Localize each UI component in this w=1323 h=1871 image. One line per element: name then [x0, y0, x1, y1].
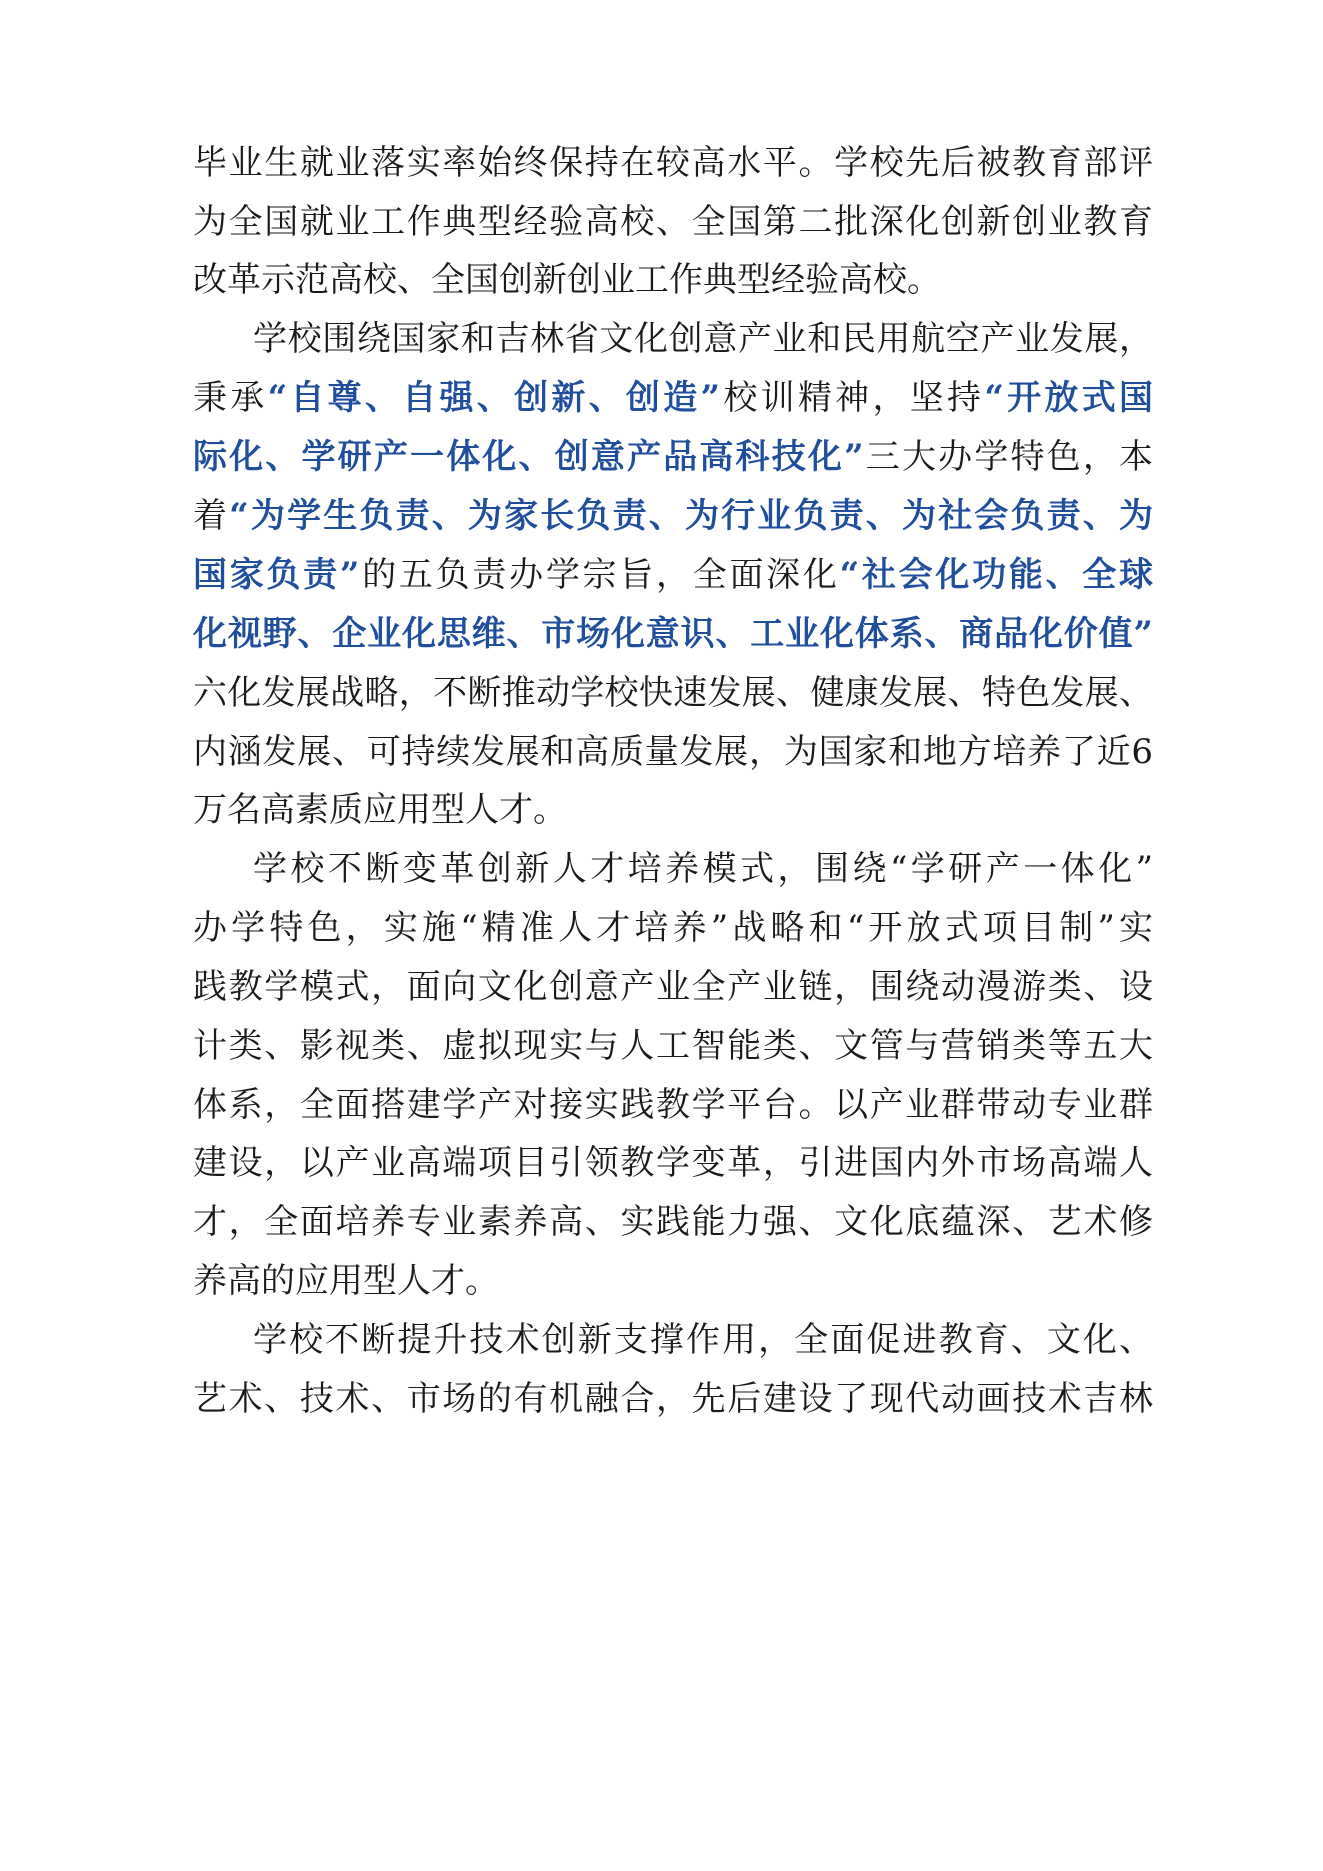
text-segment: 办学特色，实施“精准人才培养”战略和“开放式项目制”实	[193, 908, 1153, 948]
text-segment: 秉承	[193, 378, 268, 418]
text-segment: 六化发展战略，不断推动学校快速发展、健康发展、特色发展、	[193, 673, 1153, 713]
text-segment: 计类、影视类、虚拟现实与人工智能类、文管与营销类等五大	[193, 1026, 1153, 1066]
text-segment: 校训精神，坚持	[720, 378, 985, 418]
text-line-10	[193, 663, 1153, 723]
text-segment: 毕业生就业落实率始终保持在较高水平。学校先后被教育部评	[193, 143, 1153, 183]
text-line-5	[193, 368, 1153, 428]
text-segment: 学校不断提升技术创新支撑作用，全面促进教育、文化、	[253, 1320, 1153, 1360]
text-line-8	[193, 545, 1153, 605]
text-segment: 体系，全面搭建学产对接实践教学平台。以产业群带动专业群	[193, 1085, 1153, 1125]
text-segment: 艺术、技术、市场的有机融合，先后建设了现代动画技术吉林	[193, 1379, 1153, 1419]
highlight-strategy: 化视野、企业化思维、市场化意识、工业化体系、商品化价值”	[193, 614, 1153, 654]
text-segment: 着	[193, 496, 230, 536]
text-segment: 学校不断变革创新人才培养模式，围绕“学研产一体化”	[253, 849, 1153, 889]
text-line-17	[193, 1075, 1153, 1135]
text-segment: 才，全面培养专业素养高、实践能力强、文化底蕴深、艺术修	[193, 1202, 1153, 1242]
text-line-12	[193, 780, 1153, 840]
highlight-features: “开放式国	[984, 378, 1153, 418]
text-line-6	[193, 427, 1153, 487]
text-line-9	[193, 604, 1153, 664]
text-line-22	[193, 1369, 1153, 1429]
text-line-20	[193, 1251, 1153, 1311]
text-segment: 养高的应用型人才。	[193, 1261, 499, 1301]
text-segment: 为全国就业工作典型经验高校、全国第二批深化创新创业教育	[193, 202, 1153, 242]
text-segment: 内涵发展、可持续发展和高质量发展，为国家和地方培养了近6	[193, 732, 1153, 772]
text-line-1	[193, 133, 1153, 193]
text-line-2	[193, 192, 1153, 252]
text-line-15	[193, 957, 1153, 1017]
text-segment: 的五负责办学宗旨，全面深化	[359, 555, 840, 595]
text-line-4	[253, 309, 1153, 369]
text-segment: 学校围绕国家和吉林省文化创意产业和民用航空产业发展，	[253, 319, 1153, 359]
text-segment: 建设，以产业高端项目引领教学变革，引进国内外市场高端人	[193, 1143, 1153, 1183]
text-line-3	[193, 250, 1153, 310]
highlight-strategy: “社会化功能、全球	[839, 555, 1154, 595]
text-line-13	[253, 839, 1153, 899]
text-line-19	[193, 1192, 1153, 1252]
text-line-21	[253, 1310, 1153, 1370]
text-line-7	[193, 486, 1153, 546]
text-segment: 改革示范高校、全国创新创业工作典型经验高校。	[193, 260, 941, 300]
highlight-motto: “自尊、自强、创新、创造”	[267, 378, 721, 418]
text-segment: 践教学模式，面向文化创意产业全产业链，围绕动漫游类、设	[193, 967, 1153, 1007]
text-line-18	[193, 1133, 1153, 1193]
highlight-responsibility: “为学生负责、为家长负责、为行业负责、为社会负责、为	[229, 496, 1153, 536]
text-line-16	[193, 1016, 1153, 1076]
highlight-features: 际化、学研产一体化、创意产品高科技化”	[193, 437, 864, 477]
text-segment: 三大办学特色，本	[863, 437, 1154, 477]
text-segment: 万名高素质应用型人才。	[193, 790, 567, 830]
text-line-11	[193, 722, 1153, 782]
highlight-responsibility: 国家负责”	[193, 555, 360, 595]
text-line-14	[193, 898, 1153, 958]
